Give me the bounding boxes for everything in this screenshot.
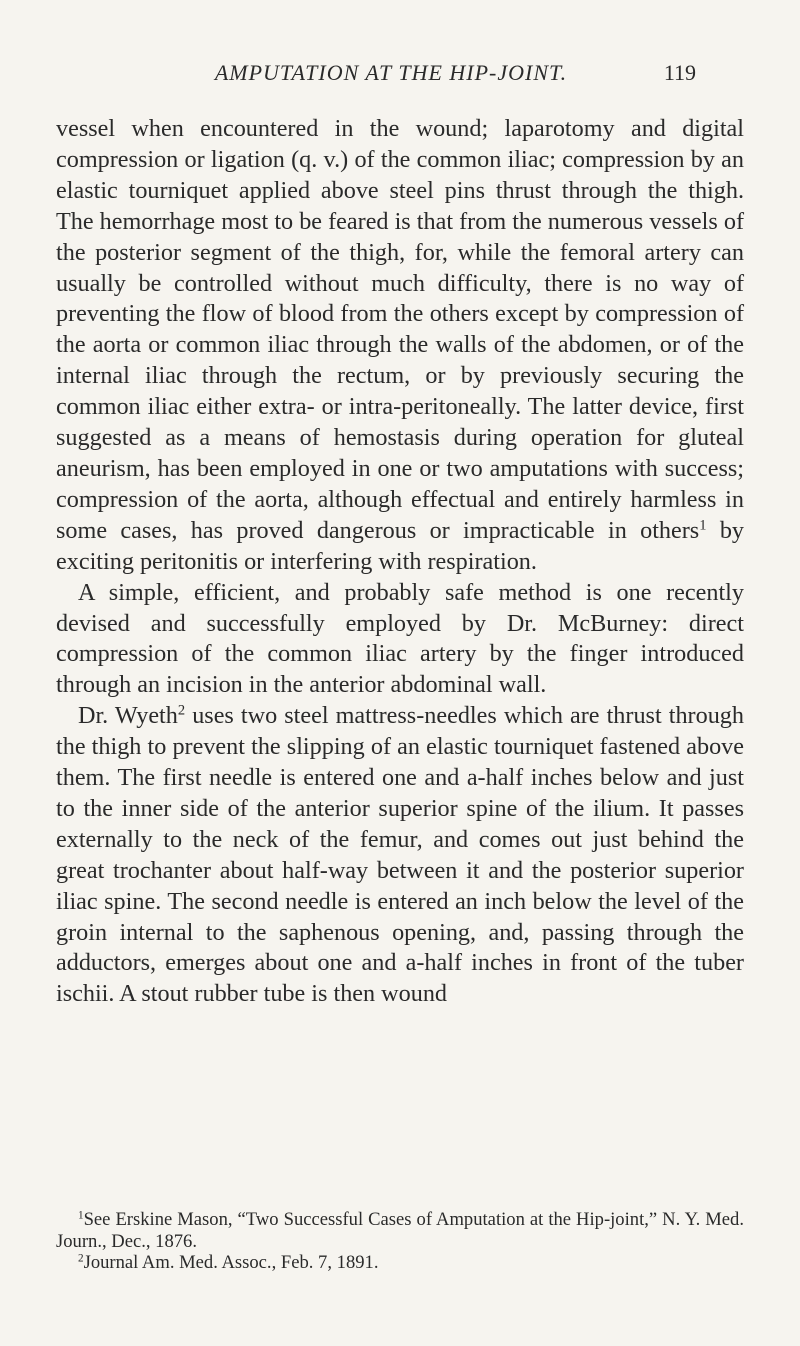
page-number: 119 — [663, 60, 696, 85]
footnote-text: Journal Am. Med. Assoc., Feb. 7, 1891. — [83, 1252, 379, 1273]
paragraph-text: vessel when encountered in the wound; laparotomy and digital compression or ligation (q. v.) of the common iliac; compression by an elastic tourniquet applied above steel pins thrust through the thigh. The hemorrhage most to be feared is that from the numerous vessels of the posterior segment of the thigh, for, while the femoral artery can usually be controlled without much difficulty, there is no way of preventing the flow of blood from the others except by compression of the aorta or common iliac through the walls of the abdomen, or of the internal iliac through the rectum, or by previously securing the common iliac either extra- or intra-peritoneally. The latter device, first suggested as a means of hemostasis during operation for gluteal aneurism, has been employed in one or two amputations with success; compression of the aorta, although effectual and entirely harmless in some cases, has proved dangerous or impracticable in others — [56, 115, 744, 544]
footnote-text: See Erskine Mason, “Two Successful Cases of Amputation at the Hip-joint,” N. Y. Med. Journ., Dec., 1876. — [56, 1209, 744, 1252]
footnote-ref: 1 — [699, 517, 707, 534]
paragraph-text: uses two steel mattress-needles which are thrust through the thigh to prevent the slipping of an elastic tourniquet fastened above them. The first needle is entered one and a-half inches below and just to the inner side of the anterior superior spine of the ilium. It passes externally to the neck of the femur, and comes out just behind the great trochanter about half-way between it and the posterior superior iliac spine. The second needle is entered an inch below the level of the groin internal to the saphenous opening, and, passing through the adductors, emerges about one and a-half inches in front of the tuber ischii. A stout rubber tube is then wound — [56, 702, 744, 1008]
footnote — [56, 1209, 744, 1252]
paragraph — [56, 701, 744, 1010]
paragraph: A simple, efficient, and probably safe method is one recently devised and successfully employed by Dr. McBurney: direct compression of the common iliac artery by the finger introduced through an incision in the anterior abdominal wall. — [56, 578, 744, 699]
footnotes — [56, 1209, 744, 1274]
paragraph-text: Dr. Wyeth — [78, 702, 178, 730]
paragraph-text: by exciting peritonitis or interfering with respiration. — [56, 516, 745, 575]
footnote-ref: 2 — [177, 702, 186, 719]
running-head: AMPUTATION AT THE HIP-JOINT. — [214, 60, 568, 85]
paragraph-continued — [56, 114, 744, 578]
footnote — [56, 1252, 744, 1274]
body-text — [56, 114, 744, 1010]
footnote-marker: 2 — [78, 1252, 84, 1265]
footnote-marker: 1 — [78, 1209, 84, 1222]
